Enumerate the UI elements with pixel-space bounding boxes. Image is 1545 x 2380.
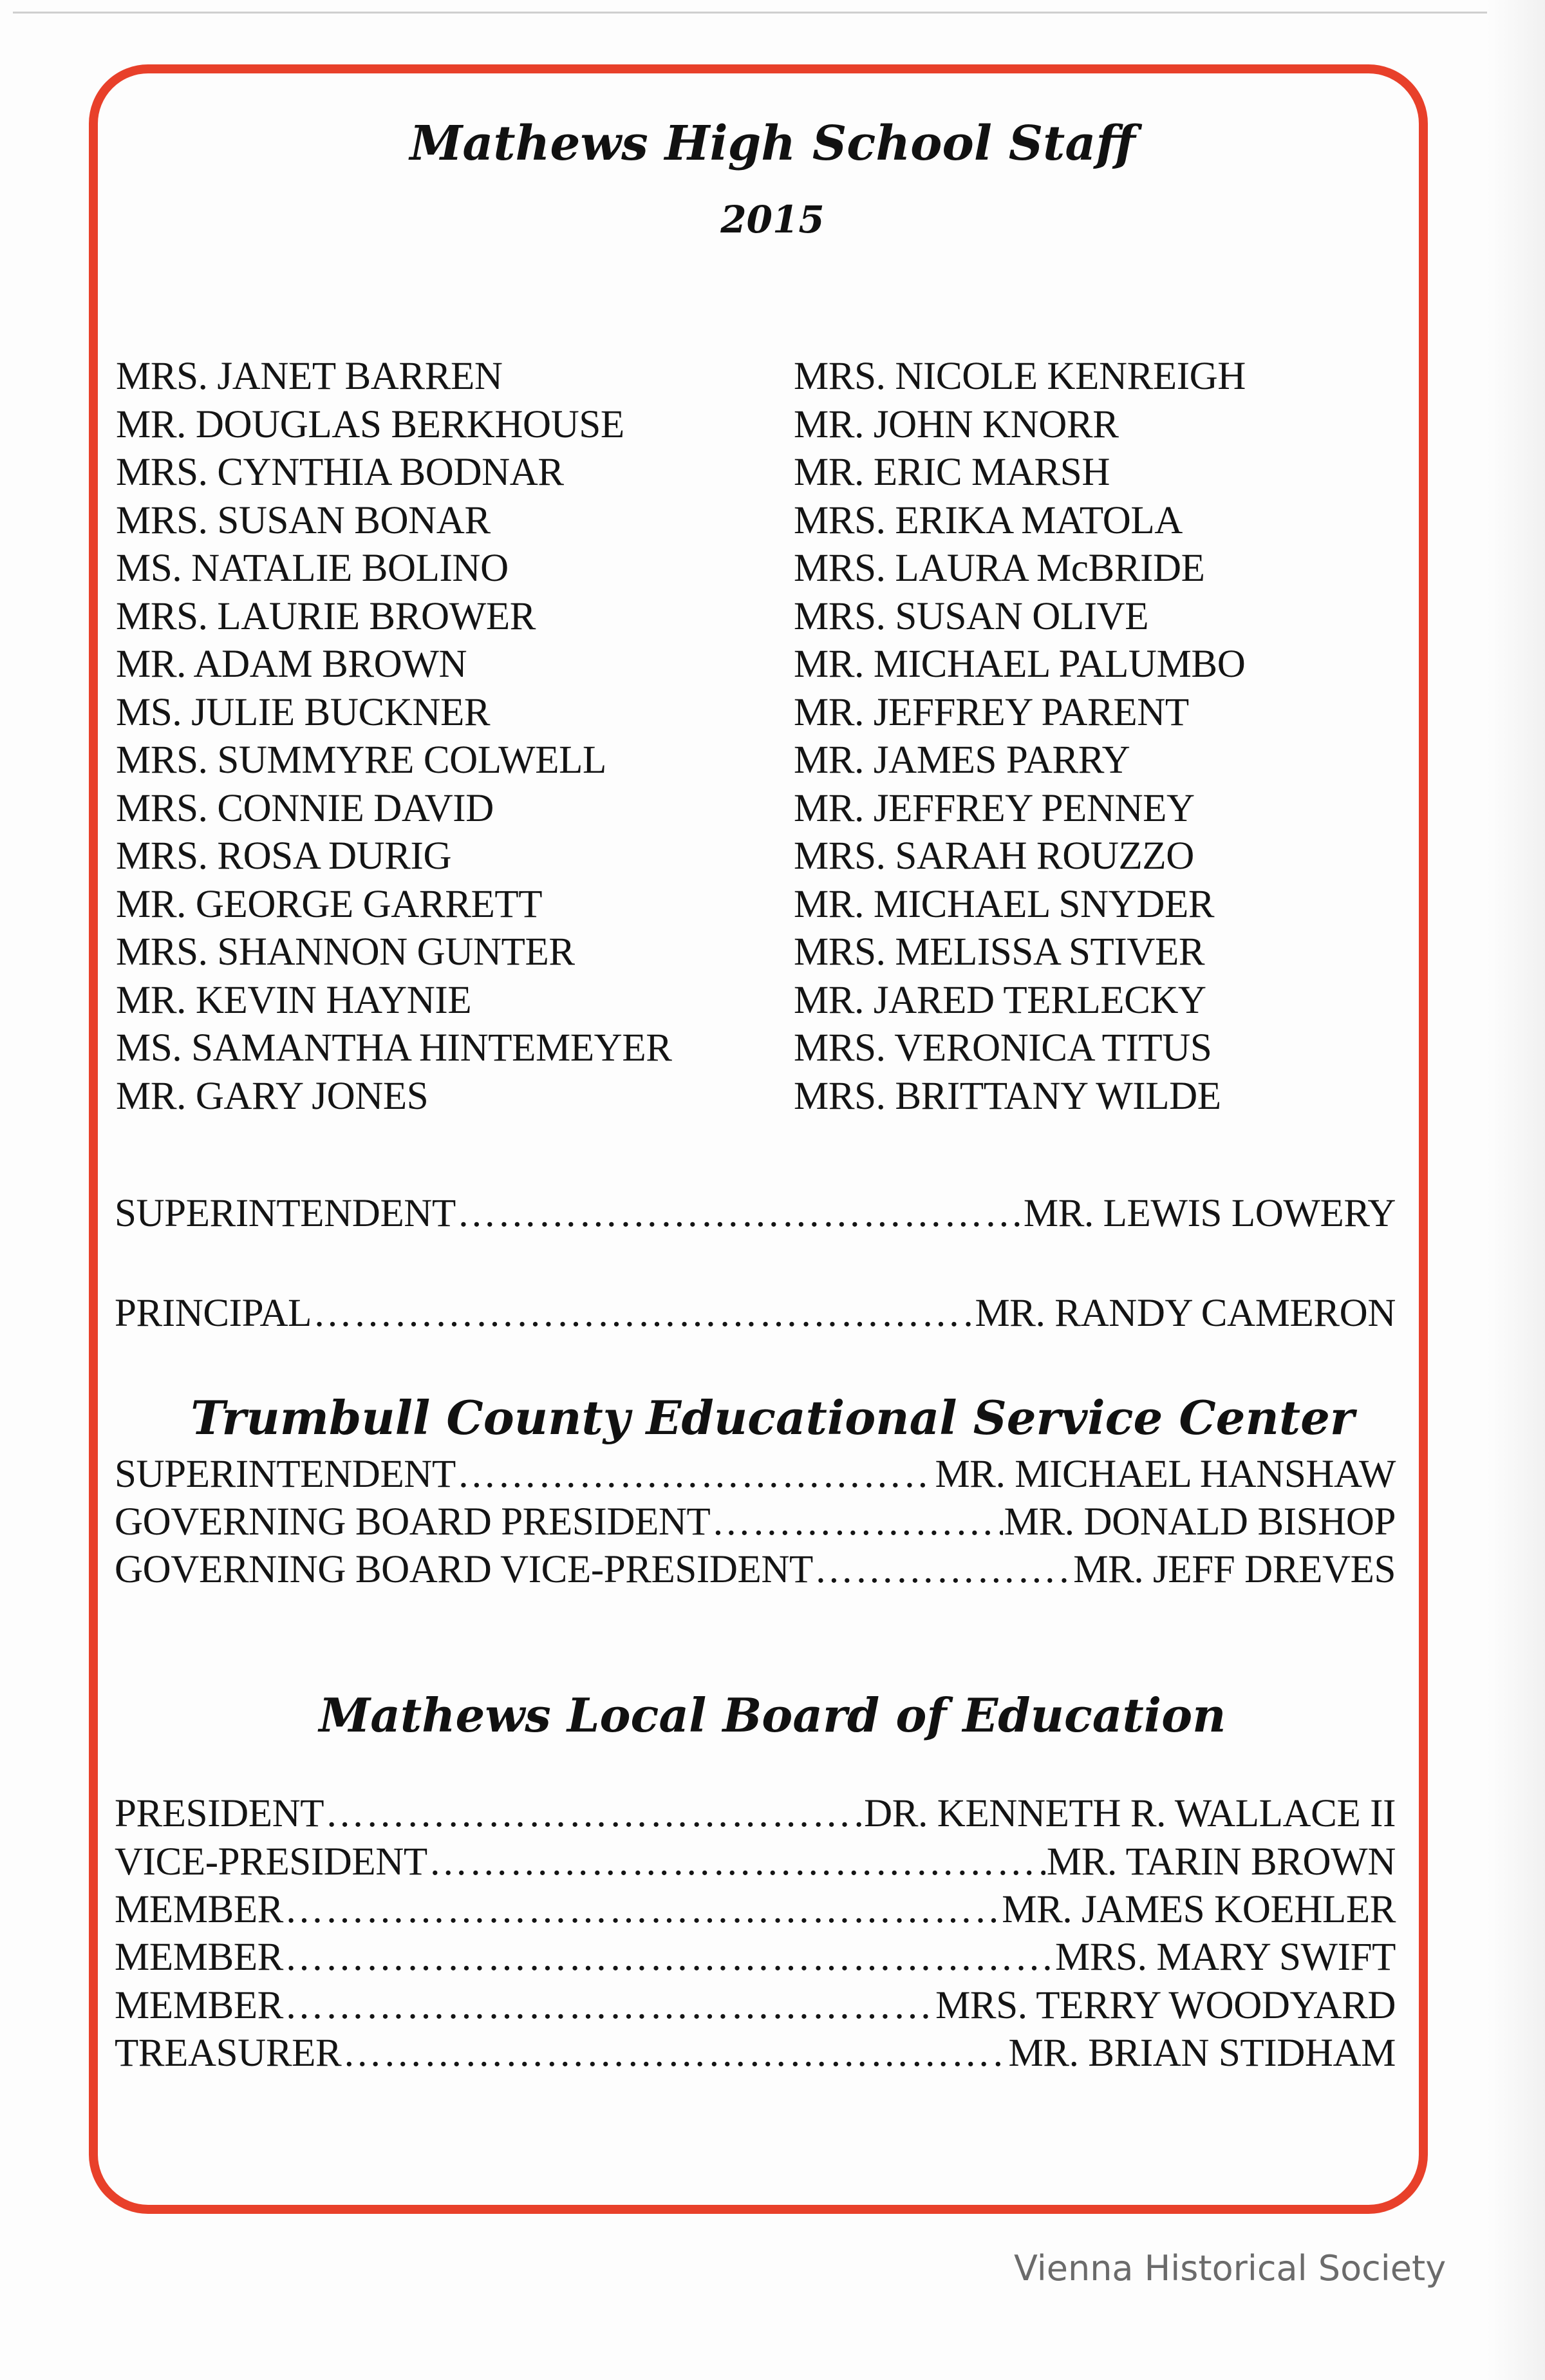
staff-name: MR. JARED TERLECKY bbox=[794, 978, 1206, 1022]
board-heading: Mathews Local Board of Education bbox=[319, 1688, 1226, 1742]
role-holder: MRS. TERRY WOODYARD bbox=[935, 1984, 1396, 2027]
dot-leader bbox=[711, 1498, 1002, 1546]
staff-name: MR. GEORGE GARRETT bbox=[116, 882, 543, 926]
role-label: GOVERNING BOARD PRESIDENT bbox=[115, 1500, 711, 1544]
page-title: Mathews High School Staff bbox=[409, 116, 1136, 171]
staff-name: MR. ADAM BROWN bbox=[116, 643, 467, 686]
dot-leader bbox=[342, 2030, 1007, 2077]
superintendent-line bbox=[115, 1190, 1396, 1238]
board-member-line bbox=[115, 1934, 1396, 1981]
source-credit: Vienna Historical Society bbox=[1014, 2248, 1447, 2289]
role-holder: MR. JAMES KOEHLER bbox=[1002, 1888, 1396, 1931]
role-label: PRINCIPAL bbox=[115, 1292, 312, 1335]
staff-name: MS. JULIE BUCKNER bbox=[116, 690, 491, 734]
staff-list-right bbox=[794, 353, 1246, 1120]
tcesc-president-line bbox=[115, 1498, 1396, 1546]
staff-name: MR. DOUGLAS BERKHOUSE bbox=[116, 402, 624, 446]
role-label: SUPERINTENDENT bbox=[115, 1192, 456, 1235]
role-label: SUPERINTENDENT bbox=[115, 1453, 456, 1496]
board-treasurer-line bbox=[115, 2030, 1396, 2077]
year-label: 2015 bbox=[720, 198, 825, 241]
staff-name: MR. MICHAEL SNYDER bbox=[794, 882, 1215, 926]
staff-name: MRS. BRITTANY WILDE bbox=[794, 1074, 1221, 1118]
staff-name: MR. ERIC MARSH bbox=[794, 451, 1110, 494]
staff-name: MS. NATALIE BOLINO bbox=[116, 547, 509, 590]
dot-leader bbox=[325, 1790, 863, 1838]
staff-name: MRS. LAURA McBRIDE bbox=[794, 547, 1205, 590]
staff-name: MR. JEFFREY PENNEY bbox=[794, 786, 1195, 830]
role-label: MEMBER bbox=[115, 1888, 283, 1931]
role-holder: MR. RANDY CAMERON bbox=[975, 1292, 1396, 1335]
staff-name: MRS. CONNIE DAVID bbox=[116, 786, 494, 830]
staff-name: MRS. CYNTHIA BODNAR bbox=[116, 451, 564, 494]
dot-leader bbox=[313, 1290, 973, 1337]
tcesc-heading: Trumbull County Educational Service Center bbox=[191, 1390, 1354, 1445]
tcesc-vice-president-line bbox=[115, 1546, 1396, 1594]
staff-name: MR. JEFFREY PARENT bbox=[794, 690, 1189, 734]
dot-leader bbox=[285, 1886, 1000, 1934]
staff-name: MRS. JANET BARREN bbox=[116, 355, 503, 398]
staff-name: MR. MICHAEL PALUMBO bbox=[794, 643, 1246, 686]
role-holder: DR. KENNETH R. WALLACE II bbox=[864, 1792, 1396, 1835]
scan-edge-shadow bbox=[1487, 0, 1545, 2380]
staff-name: MRS. SUSAN OLIVE bbox=[794, 594, 1149, 638]
role-holder: MR. LEWIS LOWERY bbox=[1023, 1192, 1396, 1235]
dot-leader bbox=[457, 1451, 934, 1498]
scan-edge-line bbox=[13, 12, 1526, 14]
dot-leader bbox=[457, 1190, 1022, 1238]
dot-leader bbox=[285, 1982, 934, 2030]
staff-name: MR. JOHN KNORR bbox=[794, 402, 1119, 446]
staff-name: MRS. SUMMYRE COLWELL bbox=[116, 739, 606, 782]
staff-name: MS. SAMANTHA HINTEMEYER bbox=[116, 1026, 672, 1070]
board-vice-president-line bbox=[115, 1838, 1396, 1886]
role-label: MEMBER bbox=[115, 1984, 283, 2027]
staff-name: MRS. ERIKA MATOLA bbox=[794, 498, 1183, 542]
board-member-line bbox=[115, 1886, 1396, 1934]
role-holder: MR. JEFF DREVES bbox=[1073, 1548, 1396, 1591]
staff-name: MRS. SHANNON GUNTER bbox=[116, 930, 575, 974]
role-holder: MR. DONALD BISHOP bbox=[1004, 1500, 1396, 1544]
role-label: TREASURER bbox=[115, 2032, 342, 2075]
principal-line bbox=[115, 1290, 1396, 1337]
staff-name: MRS. LAURIE BROWER bbox=[116, 594, 536, 638]
board-member-line bbox=[115, 1982, 1396, 2030]
role-label: VICE-PRESIDENT bbox=[115, 1840, 427, 1884]
staff-list-left bbox=[116, 353, 671, 1120]
dot-leader bbox=[285, 1934, 1054, 1981]
staff-name: MRS. NICOLE KENREIGH bbox=[794, 355, 1246, 398]
staff-name: MRS. SARAH ROUZZO bbox=[794, 835, 1194, 878]
role-holder: MRS. MARY SWIFT bbox=[1054, 1936, 1396, 1979]
dot-leader bbox=[429, 1838, 1045, 1886]
role-label: MEMBER bbox=[115, 1936, 283, 1979]
staff-name: MRS. ROSA DURIG bbox=[116, 835, 452, 878]
staff-name: MR. JAMES PARRY bbox=[794, 739, 1130, 782]
staff-name: MR. KEVIN HAYNIE bbox=[116, 978, 472, 1022]
staff-name: MR. GARY JONES bbox=[116, 1074, 429, 1118]
role-holder: MR. MICHAEL HANSHAW bbox=[935, 1453, 1396, 1496]
role-label: PRESIDENT bbox=[115, 1792, 324, 1835]
staff-name: MRS. MELISSA STIVER bbox=[794, 930, 1205, 974]
role-label: GOVERNING BOARD VICE-PRESIDENT bbox=[115, 1548, 813, 1591]
staff-name: MRS. VERONICA TITUS bbox=[794, 1026, 1212, 1070]
board-president-line bbox=[115, 1790, 1396, 1838]
role-holder: MR. BRIAN STIDHAM bbox=[1008, 2032, 1396, 2075]
staff-name: MRS. SUSAN BONAR bbox=[116, 498, 491, 542]
role-holder: MR. TARIN BROWN bbox=[1046, 1840, 1396, 1884]
tcesc-superintendent-line bbox=[115, 1451, 1396, 1498]
dot-leader bbox=[814, 1546, 1072, 1594]
